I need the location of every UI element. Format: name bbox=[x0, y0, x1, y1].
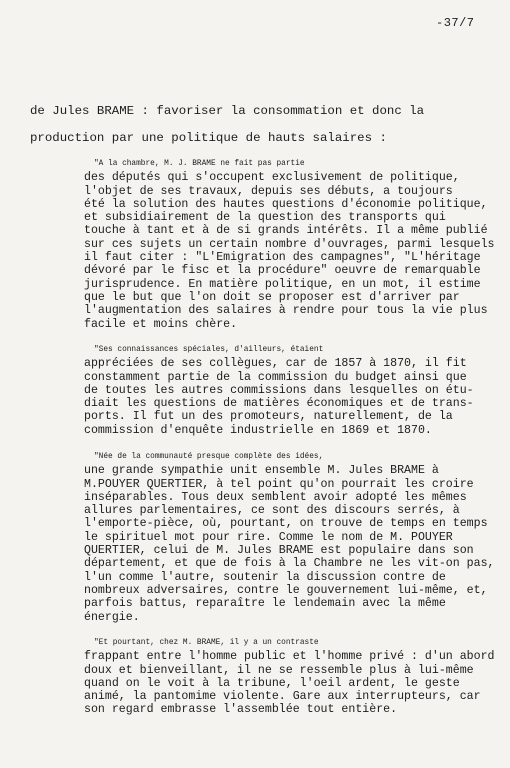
paragraph-line: constamment partie de la commission du budget ainsi que bbox=[84, 370, 467, 384]
paragraph-line: parfois battus, reparaître le lendemain avec la même bbox=[84, 597, 446, 611]
paragraph-2 bbox=[84, 344, 504, 437]
paragraph-line: l'un comme l'autre, soutenir la discussion contre de bbox=[84, 570, 446, 584]
paragraph-line: sur ces sujets un certain nombre d'ouvrages, parmi lesquels bbox=[84, 237, 495, 251]
paragraph-4 bbox=[84, 637, 504, 717]
paragraph-line: que le but que l'on doit se proposer est d'arriver par bbox=[84, 290, 460, 304]
paragraph-line: été la solution des hautes questions d'économie politique, bbox=[84, 197, 488, 211]
paragraph-line: le spirituel mot pour rire. Comme le nom de M. POUYER bbox=[84, 530, 453, 544]
paragraph-line: "Et pourtant, chez M. BRAME, il y a un contraste bbox=[94, 639, 319, 647]
paragraph-line: et subsidiairement de la question des transports qui bbox=[84, 211, 446, 225]
paragraph-3 bbox=[84, 451, 504, 624]
paragraph-line: une grande sympathie unit ensemble M. Jules BRAME à bbox=[84, 464, 439, 478]
paragraph-line: de toutes les autres commissions dans lesquelles on étu- bbox=[84, 383, 474, 397]
paragraph-line: facile et moins chère. bbox=[84, 317, 238, 331]
page-number: -37/7 bbox=[436, 16, 475, 30]
paragraph-1 bbox=[84, 158, 504, 331]
paragraph-line: allures parlementaires, ce sont des discours serrés, à bbox=[84, 504, 460, 518]
paragraph-line: commission d'enquête industrielle en 1869 et 1870. bbox=[84, 423, 432, 437]
paragraph-line: il faut citer : "L'Emigration des campagnes", "L'héritage bbox=[84, 251, 481, 265]
paragraph-line: appréciées de ses collègues, car de 1857 à 1870, il fit bbox=[84, 357, 467, 371]
paragraph-line: département, et que de fois à la Chambre ne les vit-on pas, bbox=[84, 557, 495, 571]
paragraph-line: frappant entre l'homme public et l'homme privé : d'un abord bbox=[84, 650, 495, 664]
paragraph-line: ports. Il fut un des promoteurs, naturellement, de la bbox=[84, 410, 453, 424]
paragraph-line: des députés qui s'occupent exclusivement de politique, bbox=[84, 171, 460, 185]
paragraph-line: animé, la pantomime violente. Gare aux interrupteurs, car bbox=[84, 690, 481, 704]
paragraph-line: énergie. bbox=[84, 610, 140, 624]
paragraph-line: quand on le voit à la tribune, l'oeil ardent, le geste bbox=[84, 676, 460, 690]
paragraph-line: son regard embrasse l'assemblée tout entière. bbox=[84, 703, 398, 717]
intro-line-2: production par une politique de hauts salaires : bbox=[30, 131, 387, 145]
paragraph-line: M.POUYER QUERTIER, à tel point qu'on pourrait les croire bbox=[84, 477, 474, 491]
paragraph-line: "A la chambre, M. J. BRAME ne fait pas partie bbox=[94, 160, 305, 168]
paragraph-line: l'emporte-pièce, où, pourtant, on trouve de temps en temps bbox=[84, 517, 488, 531]
paragraph-line: nombreux adversaires, contre le gouvernement lui-même, et, bbox=[84, 583, 488, 597]
paragraph-line: diait les questions de matières économiques et de trans- bbox=[84, 397, 474, 411]
paragraph-line: jurisprudence. En matière politique, en un mot, il estime bbox=[84, 277, 481, 291]
paragraph-line: l'objet de ses travaux, depuis ses débuts, a toujours bbox=[84, 184, 453, 198]
paragraph-line: "Ses connaissances spéciales, d'ailleurs, étaient bbox=[94, 346, 324, 354]
paragraph-line: l'augmentation des salaires à rendre pour tous la vie plus bbox=[84, 304, 488, 318]
paragraph-line: doux et bienveillant, il ne se ressemble plus à lui-même bbox=[84, 663, 474, 677]
paragraph-line: "Née de la communauté presque complète des idées, bbox=[94, 453, 324, 461]
paragraph-line: dévoré par le fisc et la procédure" oeuvre de remarquable bbox=[84, 264, 481, 278]
paragraph-line: inséparables. Tous deux semblent avoir adopté les mêmes bbox=[84, 490, 467, 504]
paragraph-line: touche à tant et à de si grands intérêts. Il a même publié bbox=[84, 224, 488, 238]
intro-line-1: de Jules BRAME : favoriser la consommation et donc la bbox=[30, 104, 425, 118]
paragraph-line: QUERTIER, celui de M. Jules BRAME est populaire dans son bbox=[84, 544, 474, 558]
